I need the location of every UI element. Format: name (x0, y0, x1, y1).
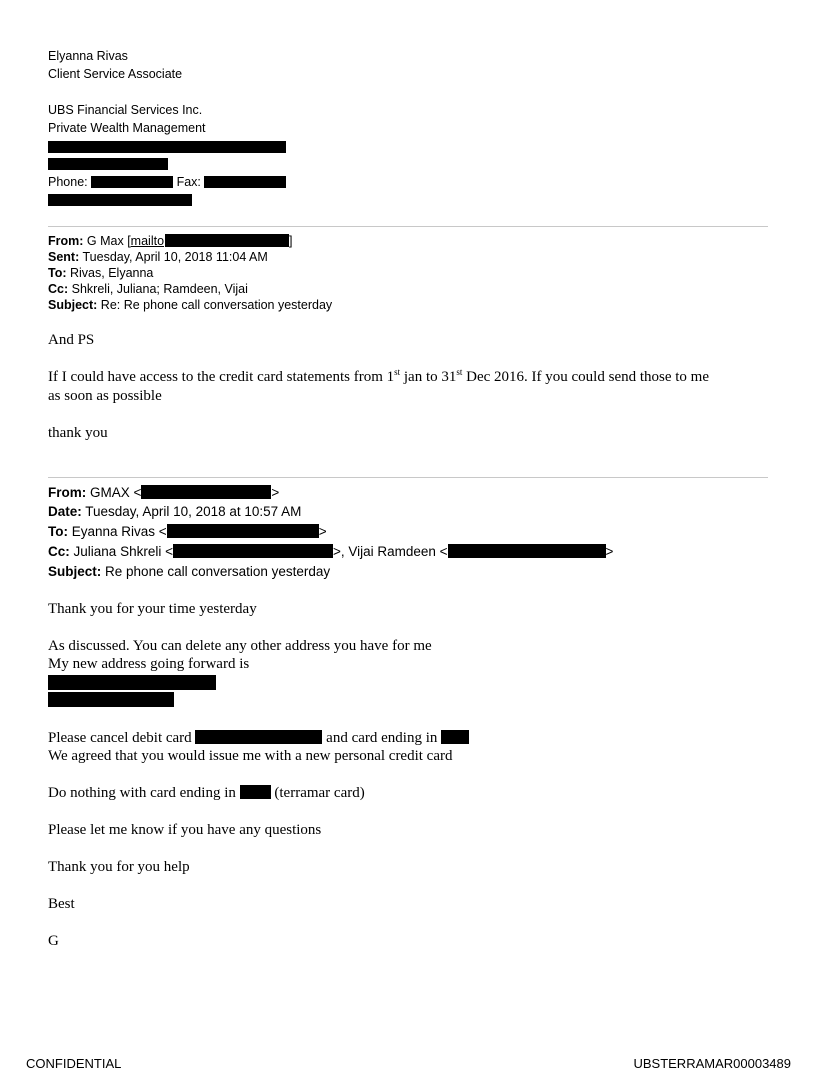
body-text: jan to 31 (400, 369, 457, 385)
cc-label: Cc: (48, 544, 70, 559)
cancel-text-2: and card ending in (326, 730, 438, 746)
redaction-cc-email1 (173, 544, 333, 558)
cc-close: > (605, 544, 614, 559)
from-label: From: (48, 234, 84, 248)
to-value: Eyanna Rivas < (71, 524, 167, 539)
date-value: Tuesday, April 10, 2018 at 10:57 AM (85, 504, 302, 519)
reply-body-line2 (48, 368, 709, 386)
body-text: Dec 2016. If you could send those to me (462, 369, 710, 385)
sent-label: Sent: (48, 250, 80, 264)
reply-to-line (48, 265, 153, 281)
to-value: Rivas, Elyanna (70, 266, 154, 280)
redaction-from-email (141, 485, 271, 499)
original-thank-help: Thank you for you help (48, 859, 190, 875)
redaction-phone (91, 176, 173, 188)
redaction-from-email (165, 234, 289, 247)
sent-value: Tuesday, April 10, 2018 11:04 AM (82, 250, 268, 264)
phone-label: Phone: (48, 175, 88, 189)
redaction-debit-card (195, 730, 322, 744)
signature-name: Elyanna Rivas (48, 49, 128, 63)
cancel-text: Please cancel debit card (48, 730, 192, 746)
redaction-card-ending (441, 730, 469, 744)
reply-body-line1: And PS (48, 332, 95, 348)
redaction-address1 (48, 675, 216, 690)
subject-value: Re: Re phone call conversation yesterday (100, 298, 333, 312)
divider-rule (48, 226, 768, 227)
divider-rule (48, 477, 768, 478)
to-label: To: (48, 524, 68, 539)
redaction-address-line2 (48, 158, 168, 170)
cc-value: Juliana Shkreli < (73, 544, 173, 559)
original-thanks: Thank you for your time yesterday (48, 601, 257, 617)
mailto-link[interactable]: mailto (130, 234, 165, 248)
original-questions: Please let me know if you have any questions (48, 822, 322, 838)
original-cancel-line (48, 729, 469, 747)
signature-company: UBS Financial Services Inc. (48, 103, 203, 117)
signature-phone-line (48, 173, 286, 191)
original-nothing-line (48, 784, 365, 802)
redaction-to-email (167, 524, 319, 538)
subject-label: Subject: (48, 564, 102, 579)
original-from-line (48, 483, 279, 503)
original-agreed: We agreed that you would issue me with a new personal credit card (48, 748, 453, 764)
cc-mid: >, Vijai Ramdeen < (332, 544, 448, 559)
original-subject-line (48, 562, 330, 582)
original-cc-line (48, 542, 613, 562)
from-label: From: (48, 485, 87, 500)
nothing-text-2: (terramar card) (274, 785, 365, 801)
reply-cc-line (48, 281, 248, 297)
from-close: ] (289, 234, 293, 248)
nothing-text: Do nothing with card ending in (48, 785, 236, 801)
original-best: Best (48, 896, 75, 912)
redaction-fax (204, 176, 286, 188)
cc-value: Shkreli, Juliana; Ramdeen, Vijai (71, 282, 248, 296)
reply-body-line3: as soon as possible (48, 388, 162, 404)
redaction-cc-email2 (448, 544, 606, 558)
from-value: GMAX < (90, 485, 142, 500)
redaction-card-ending-2 (240, 785, 271, 799)
original-to-line (48, 522, 327, 542)
cc-label: Cc: (48, 282, 69, 296)
to-label: To: (48, 266, 67, 280)
body-text: If I could have access to the credit card statements from 1 (48, 369, 395, 385)
superscript: st (394, 367, 401, 377)
from-value: G Max [ (86, 234, 131, 248)
reply-from-line (48, 233, 293, 249)
redaction-address2 (48, 692, 174, 707)
from-close: > (271, 485, 280, 500)
signature-division: Private Wealth Management (48, 121, 206, 135)
original-new-address: My new address going forward is (48, 656, 250, 672)
reply-sent-line (48, 249, 268, 265)
to-close: > (318, 524, 327, 539)
fax-label: Fax: (176, 175, 201, 189)
signature-title: Client Service Associate (48, 67, 183, 81)
original-discussed: As discussed. You can delete any other address you have for me (48, 638, 432, 654)
footer-confidential: CONFIDENTIAL (26, 1056, 122, 1071)
subject-label: Subject: (48, 298, 98, 312)
subject-value: Re phone call conversation yesterday (105, 564, 331, 579)
superscript: st (456, 367, 463, 377)
original-sign-g: G (48, 933, 59, 949)
date-label: Date: (48, 504, 82, 519)
redaction-address-line1 (48, 141, 286, 153)
redaction-email (48, 194, 192, 206)
reply-body-line4: thank you (48, 425, 108, 441)
reply-subject-line (48, 297, 332, 313)
original-date-line (48, 502, 301, 522)
footer-bates-number: UBSTERRAMAR00003489 (633, 1056, 791, 1071)
